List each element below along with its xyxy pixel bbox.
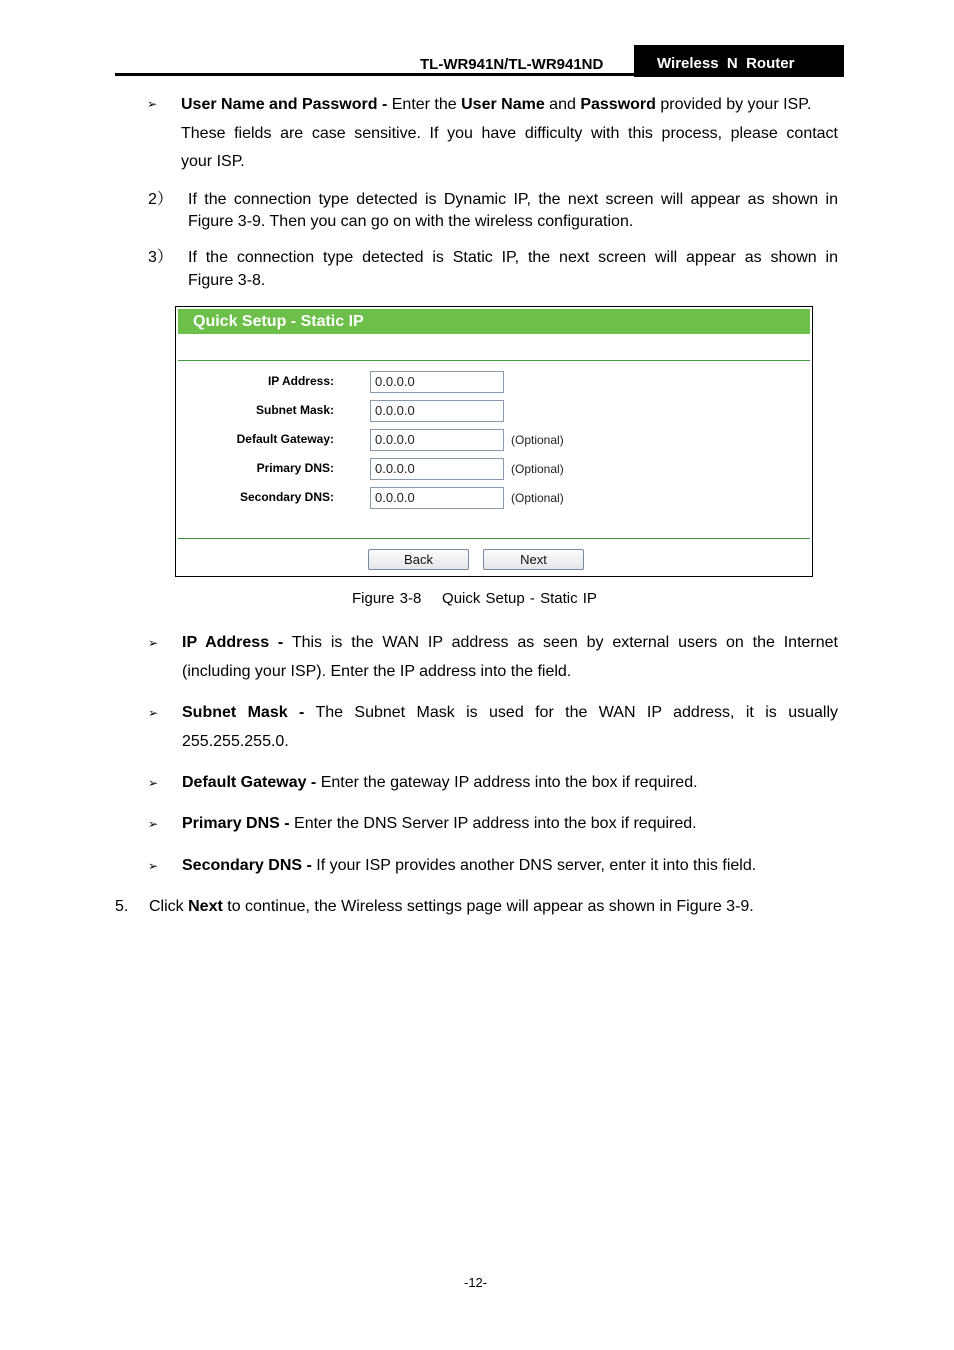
secondary-dns-optional: (Optional) <box>511 491 564 505</box>
ip-address-label: IP Address: <box>267 374 334 388</box>
item-2-line2: Figure 3-9. Then you can go on with the wireless configuration. <box>188 213 634 230</box>
term-secondary-dns: Secondary DNS - <box>182 857 312 874</box>
text-span: Enter the <box>387 96 462 113</box>
secondary-dns-input[interactable]: 0.0.0.0 <box>370 487 504 509</box>
page-number: -12- <box>464 1275 488 1290</box>
bullet-icon: ➢ <box>148 859 159 873</box>
figure-caption: Figure 3-8 Quick Setup - Static IP <box>352 590 597 607</box>
ip-address-def-line2: (including your ISP). Enter the IP address into the field. <box>182 663 572 680</box>
user-pass-line1 <box>181 91 811 119</box>
item-3-number: 3） <box>148 249 173 266</box>
secondary-dns-def <box>182 852 756 880</box>
back-button[interactable]: Back <box>368 549 469 570</box>
term-primary-dns: Primary DNS - <box>182 815 290 832</box>
item-2-line1: If the connection type detected is Dynamic IP, the next screen will appear as shown in <box>188 191 838 208</box>
step-5-text <box>149 893 754 921</box>
primary-dns-def <box>182 810 697 838</box>
item-3-line1: If the connection type detected is Static IP, the next screen will appear as shown in <box>188 249 838 266</box>
default-gateway-label: Default Gateway: <box>236 432 334 446</box>
text-span: If your ISP provides another DNS server, enter it into this field. <box>311 857 757 874</box>
user-pass-line3: your ISP. <box>181 153 245 170</box>
default-gateway-input[interactable]: 0.0.0.0 <box>370 429 504 451</box>
ip-address-input[interactable]: 0.0.0.0 <box>370 371 504 393</box>
header-product: Wireless N Router <box>634 45 844 77</box>
panel-title: Quick Setup - Static IP <box>193 313 364 330</box>
subnet-mask-input[interactable]: 0.0.0.0 <box>370 400 504 422</box>
text-span: and <box>544 96 581 113</box>
item-2-number: 2） <box>148 191 173 208</box>
text-span: The Subnet Mask is used for the WAN IP address, it is usually <box>315 704 838 721</box>
subnet-mask-def-line1 <box>182 699 838 727</box>
text-span: Click <box>149 898 189 915</box>
text-span: Enter the DNS Server IP address into the box if required. <box>289 815 697 832</box>
default-gateway-optional: (Optional) <box>511 433 564 447</box>
term-subnet-mask: Subnet Mask - <box>182 704 305 721</box>
term-default-gateway: Default Gateway - <box>182 774 317 791</box>
bullet-icon: ➢ <box>147 97 158 111</box>
panel-divider-top <box>178 360 810 361</box>
term-user-pass: User Name and Password - <box>181 96 388 113</box>
bullet-icon: ➢ <box>148 817 159 831</box>
text-span: provided by your ISP. <box>655 96 812 113</box>
bullet-icon: ➢ <box>148 636 159 650</box>
primary-dns-input[interactable]: 0.0.0.0 <box>370 458 504 480</box>
quick-setup-panel <box>175 306 813 577</box>
next-button[interactable]: Next <box>483 549 584 570</box>
term-password: Password <box>580 96 656 113</box>
text-span: Enter the gateway IP address into the box if required. <box>316 774 698 791</box>
term-next: Next <box>188 898 223 915</box>
user-pass-line2: These fields are case sensitive. If you have difficulty with this process, please contact <box>181 125 838 142</box>
step-5-number: 5. <box>115 898 129 915</box>
bullet-icon: ➢ <box>148 776 159 790</box>
text-span: This is the WAN IP address as seen by external users on the Internet <box>291 634 838 651</box>
panel-title-bar <box>178 309 810 334</box>
default-gateway-def <box>182 769 698 797</box>
item-3-line2: Figure 3-8. <box>188 272 266 289</box>
primary-dns-label: Primary DNS: <box>256 461 334 475</box>
bullet-icon: ➢ <box>148 706 159 720</box>
primary-dns-optional: (Optional) <box>511 462 564 476</box>
ip-address-def-line1 <box>182 629 838 657</box>
subnet-mask-def-line2: 255.255.255.0. <box>182 733 289 750</box>
secondary-dns-label: Secondary DNS: <box>239 490 334 504</box>
subnet-mask-label: Subnet Mask: <box>255 403 334 417</box>
panel-divider-bottom <box>178 538 810 539</box>
header-rule <box>115 73 844 76</box>
header-model: TL-WR941N/TL-WR941ND <box>420 56 604 73</box>
term-ip-address: IP Address - <box>182 634 284 651</box>
text-span: to continue, the Wireless settings page will appear as shown in Figure 3-9. <box>222 898 754 915</box>
term-user-name: User Name <box>461 96 545 113</box>
